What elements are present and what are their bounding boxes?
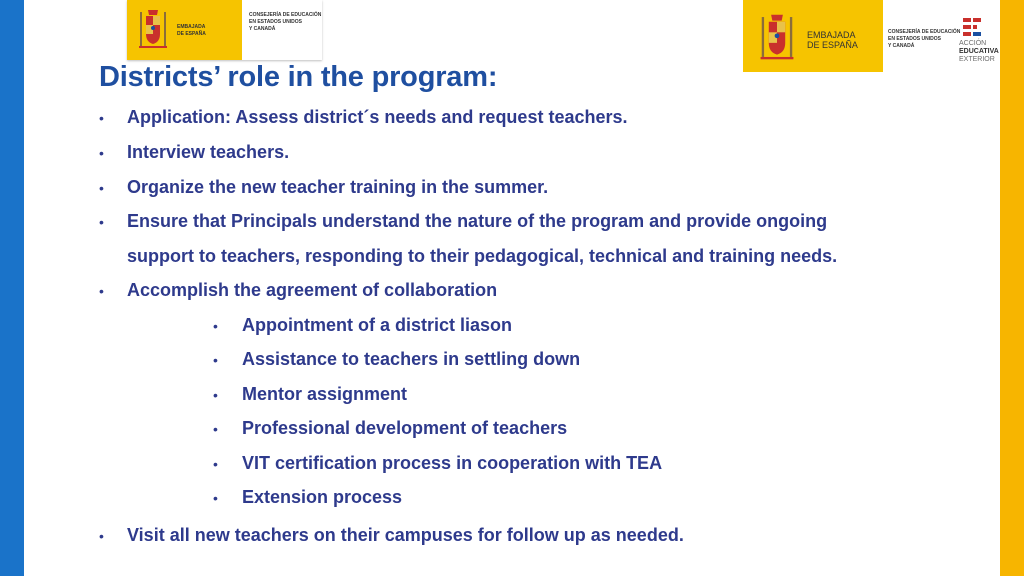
embassy-logo-left: [127, 0, 322, 60]
logo-council-text: CONSEJERÍA DE EDUCACIÓN EN ESTADOS UNIDOS Y CANADÁ: [249, 12, 322, 32]
slide-title: Districts’ role in the program:: [99, 61, 498, 93]
logo-embassy-text: EMBAJADA DE ESPAÑA: [177, 24, 206, 37]
sub-bullet-icon: •: [213, 318, 218, 334]
bullet-icon: •: [99, 528, 104, 544]
sub-bullet-item: Mentor assignment: [242, 384, 408, 404]
sub-bullet-item: Assistance to teachers in settling down: [242, 349, 581, 369]
logo-embassy-text: EMBAJADA DE ESPAÑA: [807, 30, 858, 50]
logo-accion-educativa-text: ACCIÓN EDUCATIVA EXTERIOR: [959, 40, 999, 63]
embassy-logo-right: [743, 0, 999, 72]
bullet-item: Visit all new teachers on their campuses for follow up as needed.: [127, 525, 684, 545]
accion-educativa-mark-icon: [961, 16, 983, 38]
bullet-item: Interview teachers.: [127, 142, 290, 162]
logo-council-text: CONSEJERÍA DE EDUCACIÓN EN ESTADOS UNIDOS Y CANADÁ: [888, 29, 961, 49]
sub-bullet-icon: •: [213, 421, 218, 437]
bullet-icon: •: [99, 283, 104, 299]
coat-of-arms-icon: [137, 6, 169, 52]
sub-bullet-icon: •: [213, 490, 218, 506]
sub-bullet-item: Professional development of teachers: [242, 418, 568, 438]
sub-bullet-item: VIT certification process in cooperation with TEA: [242, 453, 663, 473]
bullet-icon: •: [99, 214, 104, 230]
sub-bullet-icon: •: [213, 387, 218, 403]
bullet-item: Application: Assess district´s needs and request teachers.: [127, 107, 628, 127]
bullet-item: Ensure that Principals understand the nature of the program and provide ongoing: [127, 211, 828, 231]
sub-bullet-icon: •: [213, 456, 218, 472]
right-accent-bar: [1000, 0, 1024, 576]
sub-bullet-item: Extension process: [242, 487, 403, 507]
bullet-icon: •: [99, 180, 104, 196]
left-accent-bar: [0, 0, 24, 576]
bullet-icon: •: [99, 145, 104, 161]
sub-bullet-icon: •: [213, 352, 218, 368]
bullet-item-continuation: support to teachers, responding to their pedagogical, technical and training needs.: [127, 246, 838, 266]
bullet-item: Accomplish the agreement of collaboration: [127, 280, 498, 300]
sub-bullet-item: Appointment of a district liason: [242, 315, 513, 335]
coat-of-arms-icon: [757, 10, 797, 64]
bullet-icon: •: [99, 110, 104, 126]
bullet-item: Organize the new teacher training in the summer.: [127, 177, 549, 197]
